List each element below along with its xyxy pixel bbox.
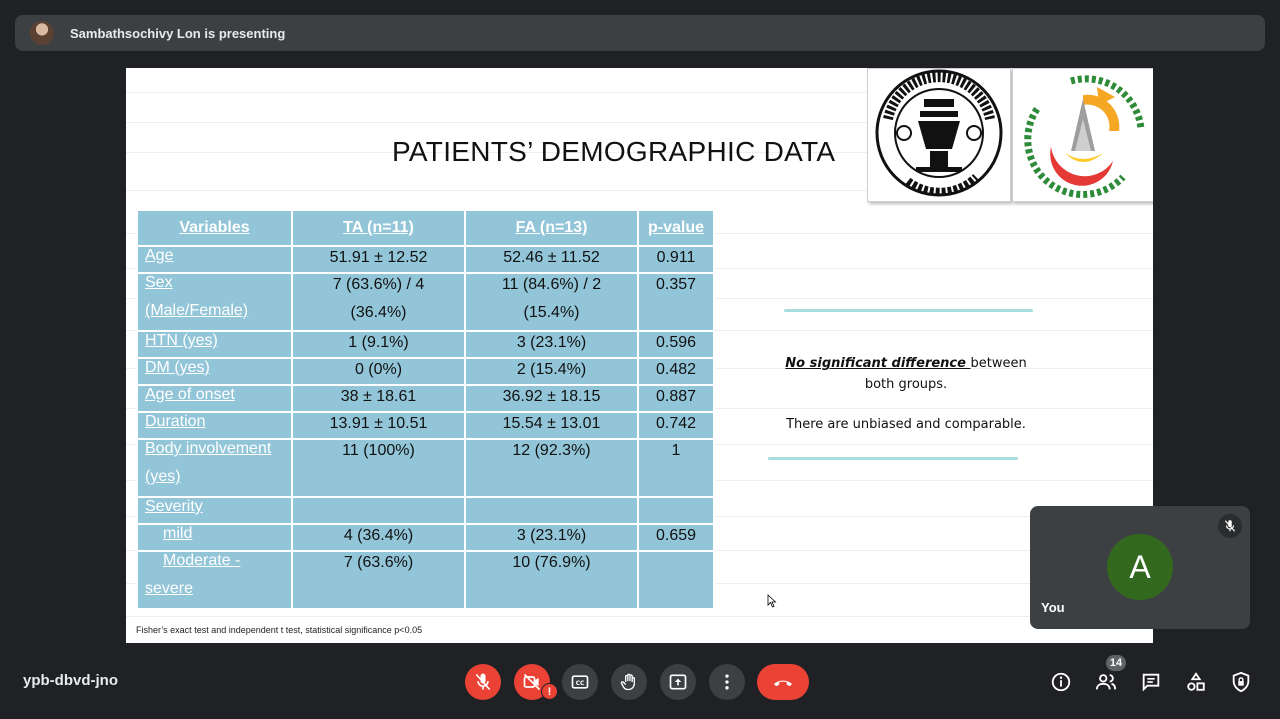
hangup-icon [771,670,795,694]
people-count-badge: 14 [1106,655,1126,671]
chulabhorn-logo [1012,68,1153,202]
self-avatar: A [1107,534,1173,600]
table-row: mild 4 (36.4%) 3 (23.1%) 0.659 [137,524,714,551]
mic-off-icon [473,672,493,692]
comparable-note: There are unbiased and comparable. [786,417,1026,432]
header-fa: FA (n=13) [465,210,638,246]
slide-footnote: Fisher’s exact test and independent t test, statistical significance p<0.05 [136,625,423,635]
raise-hand-button[interactable] [611,664,647,700]
chat-icon [1140,671,1162,693]
presenter-avatar [30,21,54,45]
present-button[interactable] [660,664,696,700]
conclusion-note: No significant difference between both groups. [785,356,1027,392]
camera-warning-badge: ! [541,683,558,700]
slide-title: PATIENTS’ DEMOGRAPHIC DATA [392,136,836,167]
mic-toggle-button[interactable] [465,664,501,700]
captions-icon [570,672,590,692]
shared-slide [126,68,1153,643]
no-difference-emphasis: No significant difference [785,356,971,371]
table-row: Duration 13.91 ± 10.51 15.54 ± 13.01 0.742 [137,412,714,439]
table-row: Age 51.91 ± 12.52 52.46 ± 11.52 0.911 [137,246,714,273]
activities-icon [1185,671,1207,693]
more-options-button[interactable] [709,664,745,700]
table-row: Age of onset 38 ± 18.61 36.92 ± 18.15 0.887 [137,385,714,412]
meeting-details-button[interactable] [1049,670,1073,694]
raise-hand-icon [619,672,639,692]
host-controls-icon [1230,671,1252,693]
activities-button[interactable] [1184,670,1208,694]
people-button[interactable] [1094,670,1118,694]
accent-line-bottom [768,457,1018,460]
table-row: Moderate - severe 7 (63.6%) 10 (76.9%) [137,551,714,609]
presenting-banner [15,15,1265,51]
captions-button[interactable] [562,664,598,700]
svg-text:CC: CC [575,680,585,687]
present-icon [668,672,688,692]
table-row: Severity [137,497,714,524]
header-ta: TA (n=11) [292,210,465,246]
table-row: HTN (yes) 1 (9.1%) 3 (23.1%) 0.596 [137,331,714,358]
chat-button[interactable] [1139,670,1163,694]
meeting-code: ypb-dbvd-jno [23,672,118,689]
demographic-table [136,209,715,610]
people-icon [1095,671,1117,693]
header-variables: Variables [137,210,292,246]
host-controls-button[interactable] [1229,670,1253,694]
camera-off-icon [522,672,542,692]
self-name: You [1041,600,1065,615]
header-p-value: p-value [638,210,714,246]
table-row: Body involvement (yes) 11 (100%) 12 (92.3%) 1 [137,439,714,497]
mouse-cursor-icon [767,594,777,608]
accent-line-top [784,309,1033,312]
mic-off-icon [1218,514,1242,538]
leave-call-button[interactable] [757,664,809,700]
table-row: DM (yes) 0 (0%) 2 (15.4%) 0.482 [137,358,714,385]
presenting-text: Sambathsochivy Lon is presenting [70,25,286,41]
info-icon [1050,671,1072,693]
thammasat-logo [867,68,1011,202]
more-icon [717,672,737,692]
table-row: Sex (Male/Female) 7 (63.6%) / 4 (36.4%) 11 (84.6%) / 2 (15.4%) 0.357 [137,273,714,331]
self-view-tile[interactable] [1030,506,1250,629]
